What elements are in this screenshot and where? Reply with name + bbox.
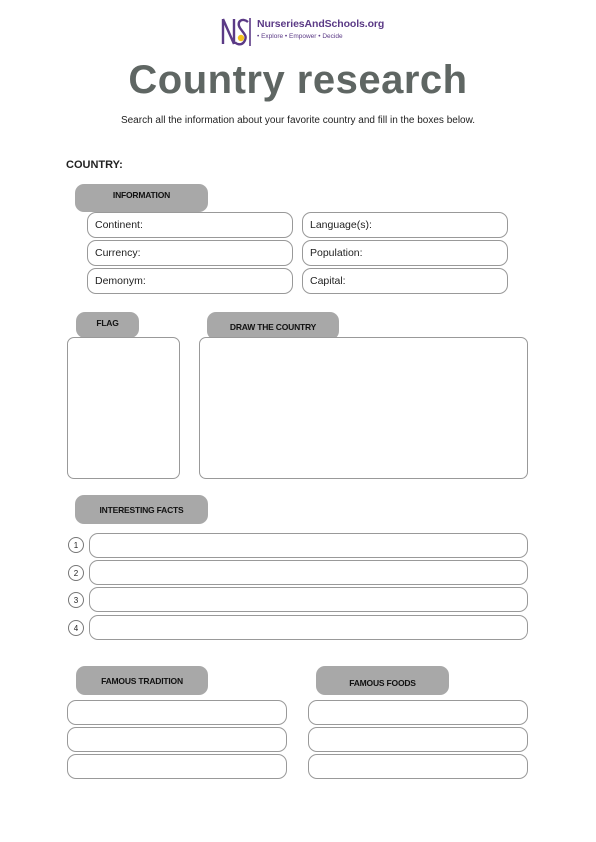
fact-field-1[interactable] [89, 533, 528, 558]
fact-field-2[interactable] [89, 560, 528, 585]
population-field[interactable]: Population: [302, 240, 508, 266]
logo-mark-icon [220, 14, 254, 48]
food-field-3[interactable] [308, 754, 528, 779]
fact-field-3[interactable] [89, 587, 528, 612]
draw-country-heading: DRAW THE COUNTRY [207, 312, 339, 340]
tradition-field-1[interactable] [67, 700, 287, 725]
demonym-field[interactable]: Demonym: [87, 268, 293, 294]
languages-field[interactable]: Language(s): [302, 212, 508, 238]
information-heading: INFORMATION [75, 184, 208, 212]
fact-number-3: 3 [68, 592, 84, 608]
country-drawing-box[interactable] [199, 337, 528, 479]
page-title: Country research [128, 58, 468, 102]
country-label: COUNTRY: [66, 159, 123, 171]
fact-number-2: 2 [68, 565, 84, 581]
fact-field-4[interactable] [89, 615, 528, 640]
fact-number-1: 1 [68, 537, 84, 553]
fact-number-4: 4 [68, 620, 84, 636]
flag-drawing-box[interactable] [67, 337, 180, 479]
page-subtitle: Search all the information about your favorite country and fill in the boxes below. [120, 115, 476, 126]
capital-field[interactable]: Capital: [302, 268, 508, 294]
brand-name: NurseriesAndSchools.org [257, 18, 385, 30]
famous-foods-heading: FAMOUS FOODS [316, 666, 449, 695]
famous-tradition-heading: FAMOUS TRADITION [76, 666, 208, 695]
flag-heading: FLAG [76, 312, 139, 338]
site-logo [220, 14, 390, 48]
food-field-2[interactable] [308, 727, 528, 752]
currency-field[interactable]: Currency: [87, 240, 293, 266]
tradition-field-3[interactable] [67, 754, 287, 779]
interesting-facts-heading: INTERESTING FACTS [75, 495, 208, 524]
continent-field[interactable]: Continent: [87, 212, 293, 238]
food-field-1[interactable] [308, 700, 528, 725]
brand-tagline: • Explore • Empower • Decide [257, 33, 343, 40]
tradition-field-2[interactable] [67, 727, 287, 752]
